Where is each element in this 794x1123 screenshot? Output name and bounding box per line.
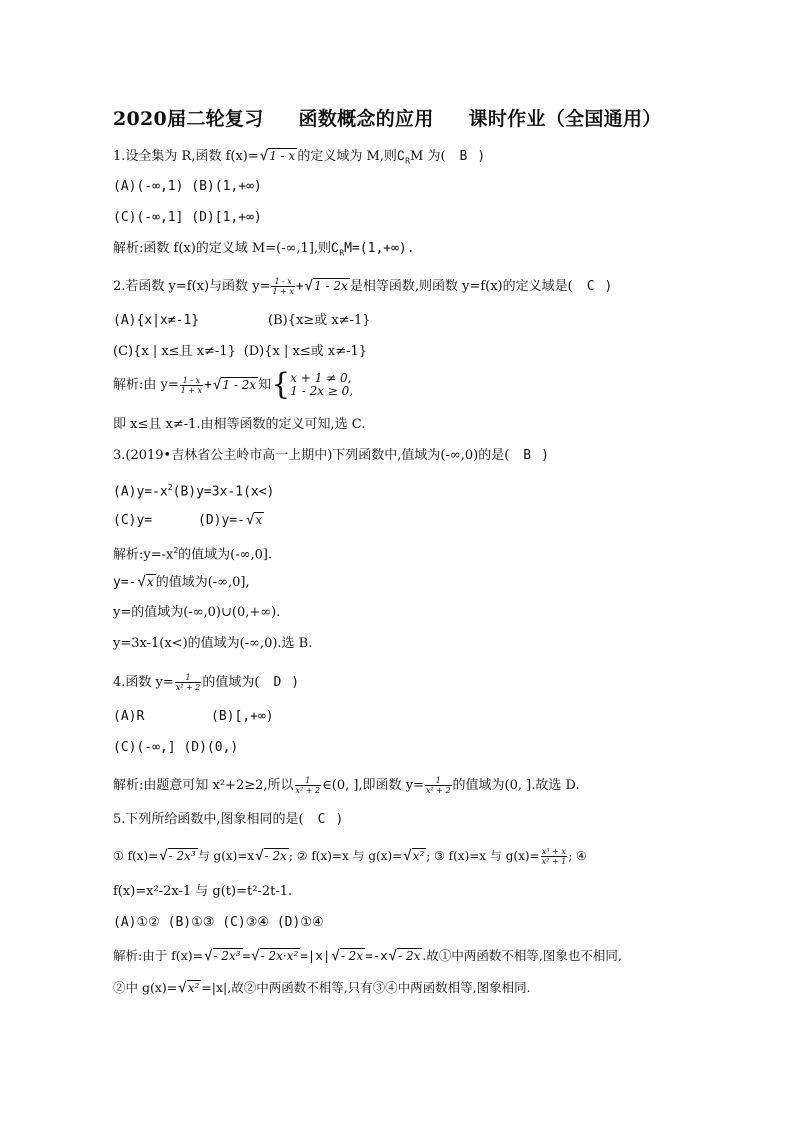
title-part-2: 函数概念的应用 xyxy=(298,108,434,130)
q5-analysis-2: ②中 g(x)=√x² =|x|,故②中两函数不相等,只有③④中两函数相等,图象相同. xyxy=(113,980,531,996)
q2-stem: 2.若函数 y=f(x)与函数 y= $\frac{1 - x}{1 + x}$ +√1 - 2x 是相等函数,则函数 y=f(x)的定义域是( C ) xyxy=(113,277,613,296)
q4-answer: D xyxy=(273,675,282,690)
fraction: $\frac{1}{\text{x² + 2}}$ xyxy=(295,776,321,795)
q4-options-ab: (A)R (B)[,+∞) xyxy=(113,709,274,724)
q5-answer: C xyxy=(317,812,326,827)
sqrt-symbol: √ xyxy=(245,512,255,528)
title-part-1: 2020届二轮复习 xyxy=(113,108,264,130)
sqrt-symbol: √ xyxy=(255,848,264,864)
q3-analysis-4: y=3x-1(x<)的值域为(-∞,0).选 B. xyxy=(113,636,313,651)
title-part-3: 课时作业（全国通用） xyxy=(468,108,662,130)
q3-options-cd: (C)y= (D)y=-√x xyxy=(113,512,263,528)
q5-items-line-2: f(x)=x²-2x-1 与 g(t)=t²-2t-1. xyxy=(113,884,293,899)
inequality-system: x + 1 ≠ 0, 1 - 2x ≥ 0, xyxy=(290,371,354,398)
sqrt-symbol: √ xyxy=(403,848,412,864)
fraction: $\frac{\text{x³ + x}}{\text{x² + 1}}$ xyxy=(541,847,567,866)
fraction: $\frac{1}{\text{x² + 2}}$ xyxy=(175,673,201,692)
q2-options-cd: (C){x | x≤且 x≠-1} (D){x | x≤或 x≠-1} xyxy=(113,344,368,359)
q3-analysis-1: 解析$:y=-x^2$的值域为(-∞,0]. xyxy=(113,546,273,563)
sqrt-symbol: √ xyxy=(159,848,168,864)
sqrt-symbol: √ xyxy=(388,948,398,964)
sqrt-symbol: √ xyxy=(204,948,213,964)
q3-analysis-2: y=-√x 的值域为(-∞,0], xyxy=(113,574,250,590)
sqrt-symbol: √ xyxy=(331,948,340,964)
q3-answer: B xyxy=(523,448,532,463)
fraction: $\frac{1 - x}{1 + x}$ xyxy=(272,277,294,296)
q3-stem: 3.(2019•吉林省公主岭市高一上期中)下列函数中,值域为(-∞,0)的是( B ) xyxy=(113,448,549,463)
q4-analysis: 解析:由题意可知 x²+2≥2,所以 $\frac{1}{\text{x² + 2}}$ ∈(0, ],即函数 y= $\frac{1}{\text{x² + 2}}$ 的值域为(0, ].故选 D. xyxy=(113,776,580,795)
q1-analysis: 解析:函数 f(x)的定义域 M=(-∞,1],则$∁_RM=(1,+\infty)$. xyxy=(113,241,415,258)
q1-options-ab: (A)(-∞,1) (B)(1,+∞) xyxy=(113,179,262,194)
q5-items-line-1: ① f(x)=√- 2x³ 与 g(x)=x√- 2x ; ② f(x)=x 与 g(x)=√x² ; ③ f(x)=x 与 g(x)= $\frac{\text{x³ + x}}{\text{x² + 1}}$ ; ④ xyxy=(113,847,587,866)
left-brace: { xyxy=(271,367,291,402)
q4-stem: 4.函数 y= $\frac{1}{\text{x² + 2}}$ 的值域为( D ) xyxy=(113,673,300,692)
sqrt-symbol: √ xyxy=(178,980,187,996)
q3-options-ab: $(A)y=-x^2(B)y=3x-1(x<)$ xyxy=(113,483,275,500)
sqrt-symbol: √ xyxy=(212,376,222,393)
q1-answer: B xyxy=(459,149,468,164)
q3-analysis-3: y=的值域为(-∞,0)∪(0,+∞). xyxy=(113,605,281,620)
q1-options-cd: (C)(-∞,1] (D)[1,+∞) xyxy=(113,210,262,225)
q5-options: (A)①② (B)①③ (C)③④ (D)①④ xyxy=(113,915,324,930)
sqrt-symbol: √ xyxy=(251,948,260,964)
sqrt-symbol: √ xyxy=(259,148,269,164)
q5-analysis-1: 解析:由于 f(x)=√- 2x³ =√- 2x·x² =|x|√- 2x =-x√- 2x .故①中两函数不相等,图象也不相同, xyxy=(113,948,622,964)
q2-analysis: 解析:由 y= $\frac{1 - x}{1 + x}$ +√1 - 2x 知{ x + 1 ≠ 0, 1 - 2x ≥ 0, xyxy=(113,367,354,402)
fraction: $\frac{1}{\text{x² + 2}}$ xyxy=(425,776,451,795)
q1-stem: 1.设全集为 R,函数 f(x)=√1 - x 的定义域为 M,则$∁_RM$ 为( B ) xyxy=(113,148,486,166)
q2-options-ab: (A){x|x≠-1} (B){x≥或 x≠-1} xyxy=(113,313,371,328)
q2-analysis-conclusion: 即 x≤且 x≠-1.由相等函数的定义可知,选 C. xyxy=(113,417,366,432)
q5-stem: 5.下列所给函数中,图象相同的是( C ) xyxy=(113,812,344,827)
sqrt-symbol: √ xyxy=(304,278,314,294)
page-title xyxy=(113,104,690,131)
q4-options-cd: (C)(-∞,] (D)(0,) xyxy=(113,740,239,755)
q2-answer: C xyxy=(586,279,595,294)
sqrt-symbol: √ xyxy=(137,574,146,590)
fraction: $\frac{1 - x}{1 + x}$ xyxy=(180,375,203,395)
